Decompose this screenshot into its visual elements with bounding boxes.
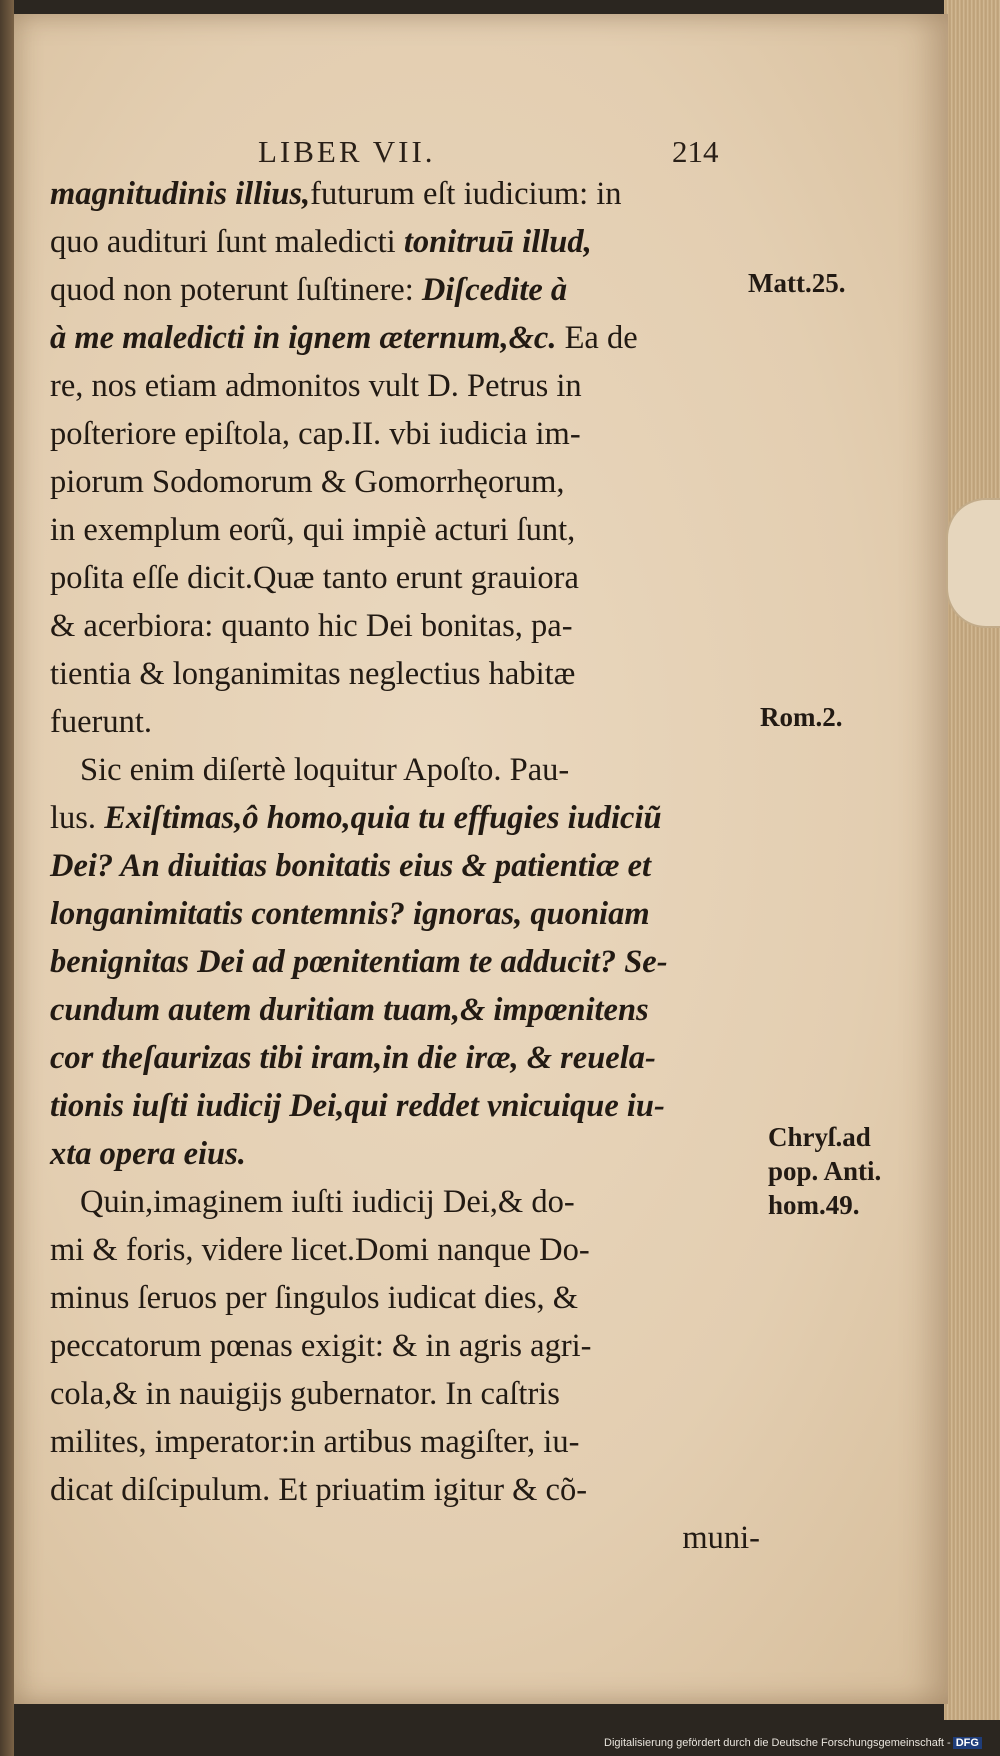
text-segment: piorum Sodomorum & Gomorrhęorum,: [50, 464, 565, 500]
text-line: [50, 362, 760, 410]
text-segment: futurum eſt iudicium: in: [310, 176, 622, 212]
text-line: [50, 1034, 760, 1082]
text-segment: xta opera eius.: [50, 1136, 246, 1172]
text-line: [50, 842, 760, 890]
text-line: [50, 1370, 760, 1418]
text-line: [50, 1178, 760, 1226]
text-line: [50, 218, 760, 266]
book-page-edges: [944, 0, 1000, 1720]
text-segment: benignitas Dei ad pœnitentiam te adducit? Se-: [50, 944, 668, 980]
text-segment: mi & foris, videre licet.Domi nanque Do-: [50, 1232, 590, 1268]
text-line: [50, 1226, 760, 1274]
text-segment: & acerbiora: quanto hic Dei bonitas, pa-: [50, 608, 573, 644]
text-segment: minus ſeruos per ſingulos iudicat dies, &: [50, 1280, 579, 1316]
running-head: LIBER VII.: [258, 134, 436, 169]
text-line: [50, 602, 760, 650]
text-line: [50, 506, 760, 554]
text-segment: lus.: [50, 800, 105, 836]
text-line: [50, 170, 760, 218]
text-line: [50, 986, 760, 1034]
text-line: [50, 458, 760, 506]
text-segment: Dei? An diuitias bonitatis eius & patientiæ et: [50, 848, 652, 884]
text-segment: milites, imperator:in artibus magiſter, iu-: [50, 1424, 580, 1460]
text-line: [50, 746, 760, 794]
margin-note-rom: Rom.2.: [760, 702, 843, 732]
text-line: [50, 1322, 760, 1370]
text-segment: Sic enim diſertè loquitur Apoſto. Pau-: [80, 752, 570, 788]
text-segment: longanimitatis contemnis? ignoras, quoniam: [50, 896, 650, 932]
text-line: [50, 1130, 760, 1178]
text-segment: poſita eſſe dicit.Quæ tanto erunt grauiora: [50, 560, 579, 596]
page-number: 214: [672, 134, 719, 169]
text-line: [50, 1274, 760, 1322]
text-segment: dicat diſcipulum. Et priuatim igitur & cõ-: [50, 1472, 588, 1508]
text-segment: quod non poterunt ſuſtinere:: [50, 272, 422, 308]
margin-note-line: Chryſ.ad: [768, 1122, 871, 1152]
text-segment: à me maledicti in ignem æternum,&c.: [50, 320, 557, 356]
digitization-credit: [604, 1737, 982, 1749]
margin-note-line: pop. Anti.: [768, 1156, 882, 1186]
text-segment: tionis iuſti iudicij Dei,qui reddet vnicuique iu-: [50, 1088, 665, 1124]
page-tab: [946, 498, 1000, 628]
margin-note-line: hom.49.: [768, 1190, 860, 1220]
text-line: [50, 314, 760, 362]
text-segment: Diſcedite à: [421, 272, 568, 308]
text-line: [50, 1082, 760, 1130]
text-segment: poſteriore epiſtola, cap.II. vbi iudicia im-: [50, 416, 581, 452]
book-edge-left: [0, 0, 14, 1756]
text-segment: Quin,imaginem iuſti iudicij Dei,& do-: [80, 1184, 575, 1220]
text-segment: cor theſaurizas tibi iram,in die iræ, & reuela-: [50, 1040, 656, 1076]
text-segment: cundum autem duritiam tuam,& impœnitens: [50, 992, 649, 1028]
text-segment: muni-: [682, 1520, 760, 1556]
text-line: [50, 698, 760, 746]
text-line: [50, 1418, 760, 1466]
main-text: [50, 170, 760, 1562]
text-line: [50, 266, 760, 314]
text-segment: quo audituri ſunt maledicti: [50, 224, 404, 260]
text-segment: magnitudinis illius,: [50, 176, 311, 212]
margin-note-matt: Matt.25.: [748, 268, 846, 298]
text-segment: tonitruū illud,: [403, 224, 592, 260]
dfg-badge: DFG: [953, 1737, 982, 1749]
text-line: [50, 554, 760, 602]
text-line: [50, 890, 760, 938]
credit-text: Digitalisierung gefördert durch die Deutsche Forschungsgemeinschaft -: [604, 1737, 951, 1749]
text-segment: tientia & longanimitas neglectius habitæ: [50, 656, 576, 692]
text-line: [50, 410, 760, 458]
text-segment: Ea de: [556, 320, 638, 356]
text-segment: re, nos etiam admonitos vult D. Petrus in: [50, 368, 582, 404]
text-segment: Exiſtimas,ô homo,quia tu effugies iudiciũ: [104, 800, 662, 836]
text-segment: cola,& in nauigijs gubernator. In caſtris: [50, 1376, 560, 1412]
text-line: [50, 1466, 760, 1514]
text-segment: in exemplum eorũ, qui impiè acturi ſunt,: [50, 512, 576, 548]
text-line: [50, 938, 760, 986]
text-line: [50, 1514, 760, 1562]
text-segment: peccatorum pœnas exigit: & in agris agri-: [50, 1328, 592, 1364]
text-segment: fuerunt.: [50, 704, 152, 740]
text-line: [50, 650, 760, 698]
margin-note-chrys: [768, 1120, 881, 1222]
text-line: [50, 794, 760, 842]
